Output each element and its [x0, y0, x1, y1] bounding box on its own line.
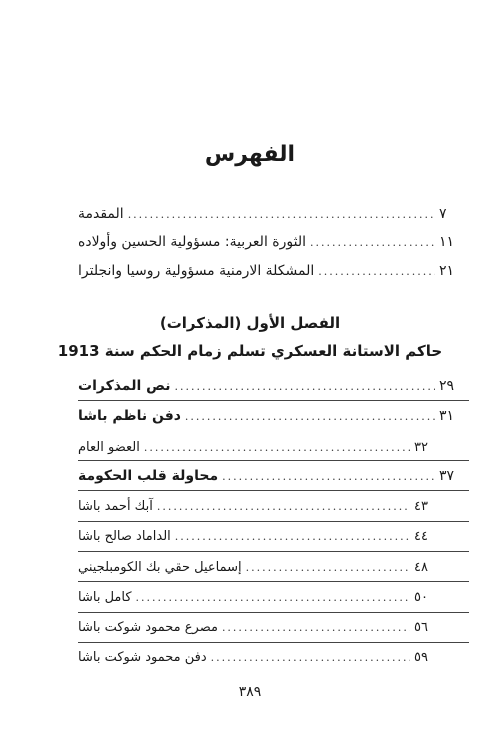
toc-entry-label: محاولة قلب الحكومة: [78, 468, 219, 484]
toc-entry[interactable]: [78, 234, 469, 250]
toc-entry-label: المقدمة: [78, 206, 124, 222]
toc-entry[interactable]: [78, 590, 444, 605]
dot-leader: [222, 621, 410, 634]
dot-leader: [211, 651, 410, 664]
dot-leader: [175, 530, 410, 543]
toc-entry-page: ٥٠: [414, 590, 428, 605]
dot-leader: [318, 265, 435, 278]
section-divider: [78, 581, 469, 582]
section-divider: [78, 642, 469, 643]
section-divider: [78, 521, 469, 522]
section-divider: [78, 460, 469, 461]
toc-entry-label: المشكلة الارمنية مسؤولية روسيا وانجلترا: [78, 263, 315, 279]
toc-entry-label: دفن محمود شوكت باشا: [78, 650, 207, 665]
toc-entry[interactable]: [78, 408, 469, 424]
toc-entry-page: ٤٨: [414, 560, 428, 575]
toc-entry-label: العضو العام: [78, 440, 140, 455]
toc-entry-page: ١١: [439, 234, 455, 250]
dot-leader: [174, 380, 435, 393]
toc-entry-label: الداماد صالح باشا: [78, 529, 171, 544]
dot-leader: [144, 441, 410, 454]
chapter-subheading: حاكم الاستانة العسكري تسلم زمام الحكم سنة 1913: [57, 342, 443, 360]
toc-entry-label: إسماعيل حقي بك الكومبلجيني: [78, 560, 242, 575]
section-divider: [78, 551, 469, 552]
toc-entry-page: ٢١: [439, 263, 455, 279]
dot-leader: [185, 410, 435, 423]
dot-leader: [136, 591, 410, 604]
chapter-heading: الفصل الأول (المذكرات): [159, 314, 341, 332]
toc-entry-label: دفن ناظم باشا: [78, 408, 181, 424]
toc-entry-page: ٤٣: [414, 499, 428, 514]
section-divider: [78, 400, 469, 401]
toc-entry[interactable]: [78, 263, 469, 279]
toc-entry[interactable]: [78, 206, 469, 222]
dot-leader: [222, 470, 435, 483]
section-divider: [78, 490, 469, 491]
toc-entry-page: ٥٦: [414, 620, 428, 635]
toc-entry-page: ٧: [439, 206, 447, 222]
toc-entry[interactable]: [78, 529, 444, 544]
toc-entry[interactable]: [78, 468, 469, 484]
toc-entry-label: آبك أحمد باشا: [78, 499, 153, 514]
toc-entry[interactable]: [78, 560, 444, 575]
toc-entry-label: مصرع محمود شوكت باشا: [78, 620, 218, 635]
toc-entry-label: نص المذكرات: [78, 378, 171, 394]
toc-entry-label: كامل باشا: [78, 590, 132, 605]
dot-leader: [157, 500, 410, 513]
dot-leader: [246, 561, 410, 574]
section-divider: [78, 612, 469, 613]
toc-entry[interactable]: [78, 499, 444, 514]
toc-entry-page: ٣٢: [414, 440, 428, 455]
dot-leader: [310, 236, 435, 249]
toc-entry-label: الثورة العربية: مسؤولية الحسين وأولاده: [78, 234, 306, 250]
toc-entry[interactable]: [78, 378, 469, 394]
toc-entry-page: ٣٧: [439, 468, 455, 484]
toc-entry-page: ٣١: [439, 408, 455, 424]
page-number: ٣٨٩: [238, 684, 262, 700]
page-title: الفهرس: [204, 142, 296, 167]
toc-entry[interactable]: [78, 650, 444, 665]
toc-entry[interactable]: [78, 620, 444, 635]
toc-entry[interactable]: [78, 440, 444, 455]
toc-entry-page: ٥٩: [414, 650, 428, 665]
toc-entry-page: ٢٩: [439, 378, 455, 394]
dot-leader: [128, 208, 435, 221]
toc-entry-page: ٤٤: [414, 529, 428, 544]
